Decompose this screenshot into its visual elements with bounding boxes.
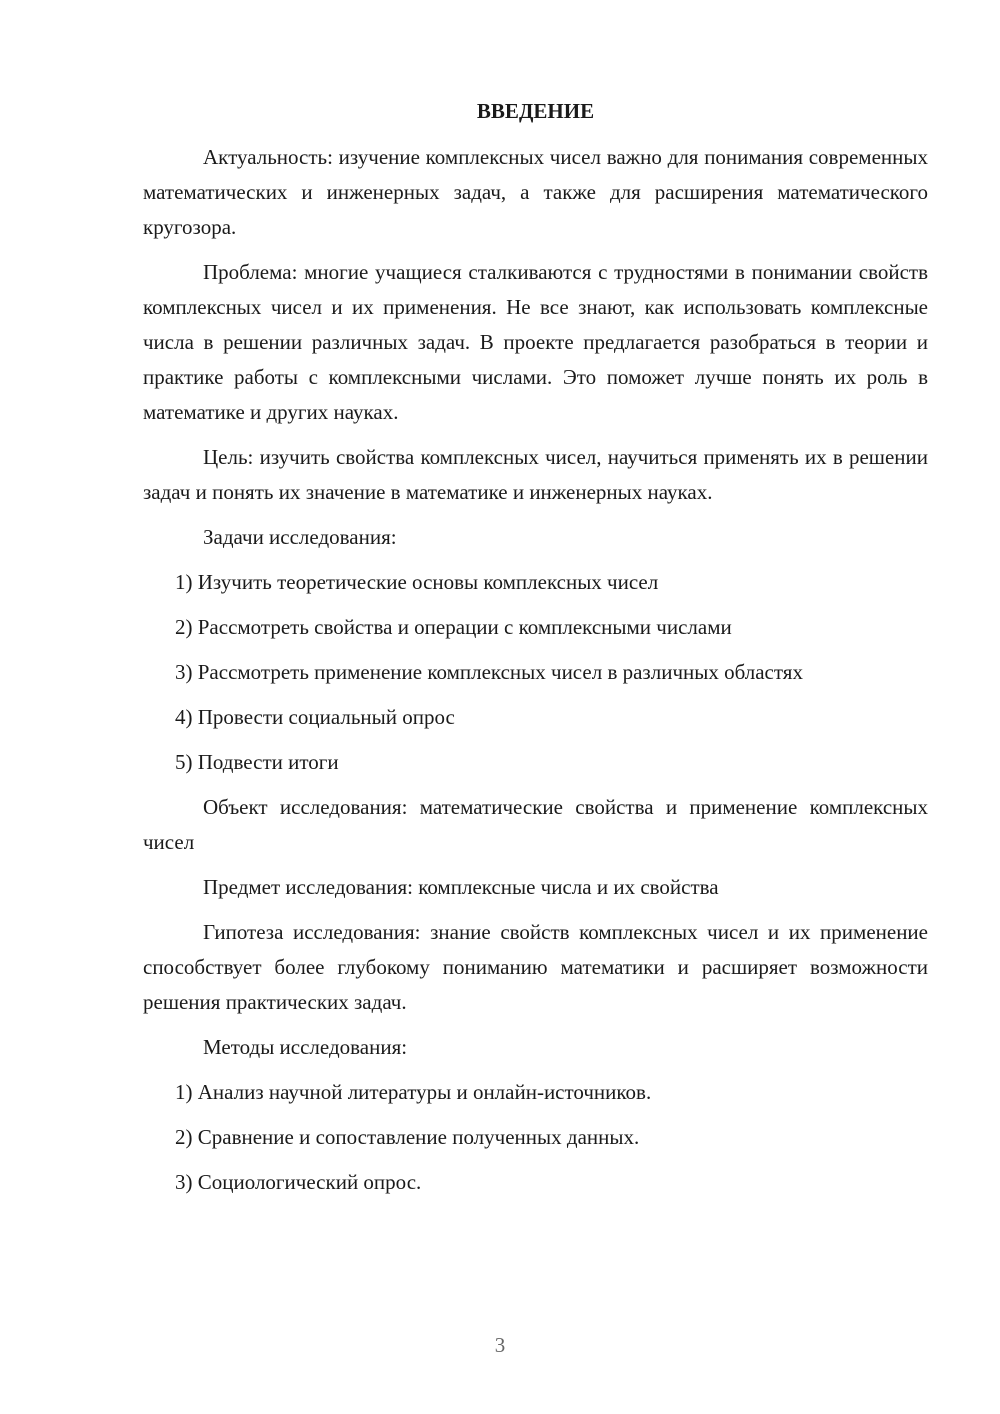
tasks-label: Задачи исследования:	[203, 525, 397, 549]
list-item: 3) Социологический опрос.	[175, 1170, 422, 1194]
list-item: 5) Подвести итоги	[175, 750, 339, 774]
list-item: 2) Сравнение и сопоставление полученных данных.	[175, 1125, 640, 1149]
list-item: 3) Рассмотреть применение комплексных чисел в различных областях	[175, 660, 803, 684]
page-title: ВВЕДЕНИЕ	[476, 99, 595, 123]
subject-paragraph: Предмет исследования: комплексные числа и их свойства	[203, 875, 719, 899]
document-page	[143, 96, 928, 1210]
methods-label: Методы исследования:	[203, 1035, 408, 1059]
list-item: 1) Изучить теоретические основы комплексных чисел	[175, 570, 659, 594]
methods-list	[143, 1075, 928, 1200]
page-number: 3	[494, 1333, 506, 1357]
hypothesis-paragraph: Гипотеза исследования: знание свойств комплексных чисел и их применение способствует более глубокому пониманию математики и расширяет возможности решения практических задач.	[143, 920, 928, 1014]
list-item: 2) Рассмотреть свойства и операции с комплексными числами	[175, 615, 732, 639]
object-paragraph: Объект исследования: математические свойства и применение комплексных чисел	[143, 795, 928, 854]
tasks-list	[143, 565, 928, 780]
list-item: 1) Анализ научной литературы и онлайн-источников.	[175, 1080, 652, 1104]
goal-paragraph: Цель: изучить свойства комплексных чисел, научиться применять их в решении задач и понять их значение в математике и инженерных науках.	[143, 445, 928, 504]
list-item: 4) Провести социальный опрос	[175, 705, 455, 729]
problem-paragraph: Проблема: многие учащиеся сталкиваются с трудностями в понимании свойств комплексных чисел и их применения. Не все знают, как использовать комплексные числа в решении различных задач. В проекте предлагается разобраться в теории и практике работы с комплексными числами. Это поможет лучше понять их роль в математике и других науках.	[143, 260, 928, 424]
relevance-paragraph: Актуальность: изучение комплексных чисел важно для понимания современных математических и инженерных задач, а также для расширения математического кругозора.	[143, 145, 928, 239]
